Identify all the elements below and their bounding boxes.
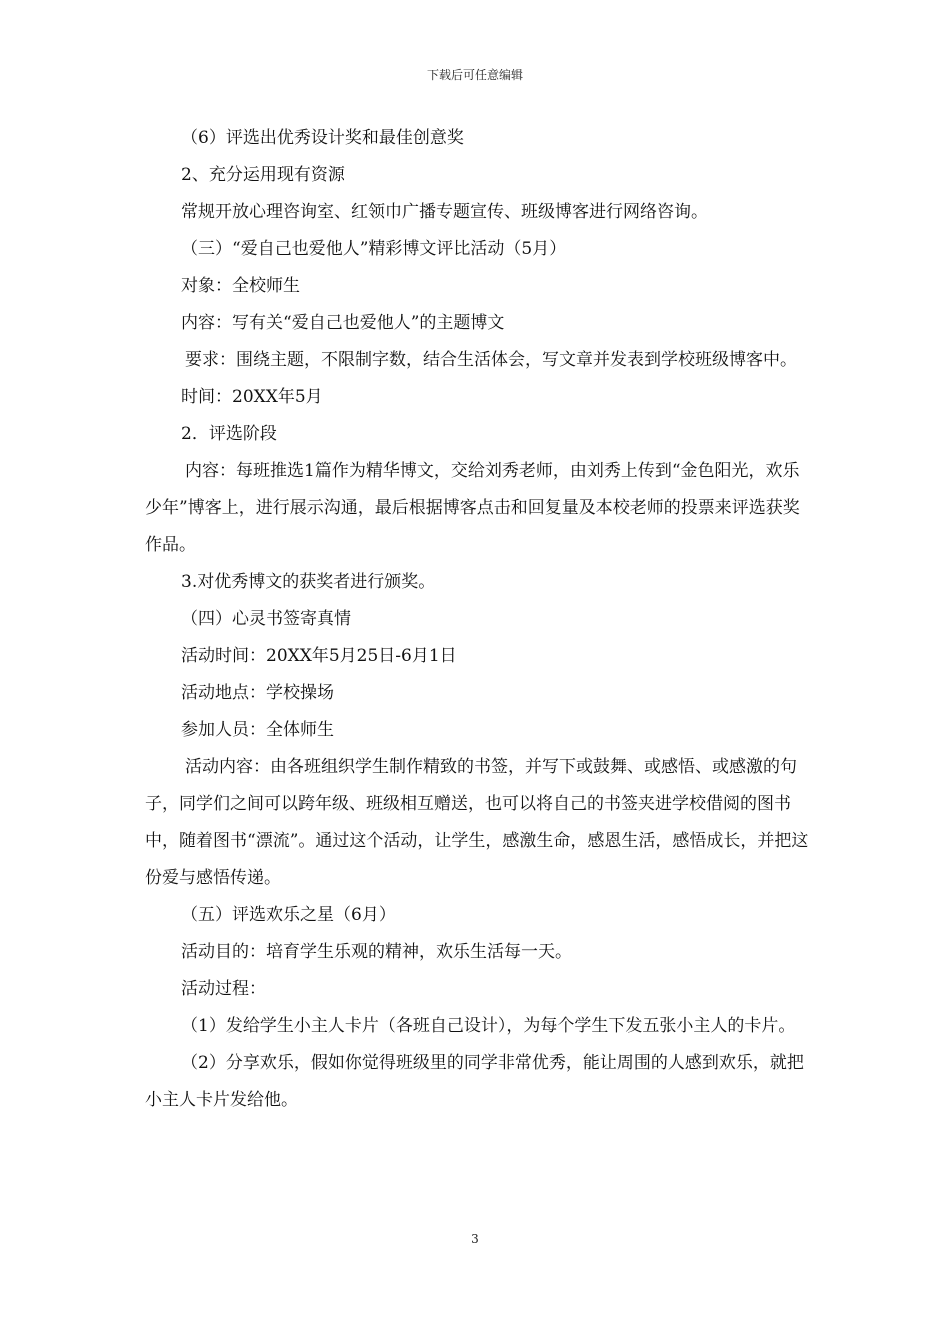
page-number: 3 — [471, 1232, 479, 1246]
paragraph-12: （四）心灵书签寄真情 — [181, 609, 351, 629]
paragraph-18: 活动目的：培育学生乐观的精神，欢乐生活每一天。 — [181, 942, 572, 962]
paragraph-6: 内容：写有关“爱自己也爱他人”的主题博文 — [181, 313, 505, 333]
paragraph-11: 3.对优秀博文的获奖者进行颁奖。 — [181, 572, 436, 592]
paragraph-5: 对象：全校师生 — [181, 276, 300, 296]
paragraph-2: 2、充分运用现有资源 — [181, 165, 345, 185]
paragraph-9: 2．评选阶段 — [181, 424, 277, 444]
paragraph-1: （6）评选出优秀设计奖和最佳创意奖 — [181, 128, 464, 148]
paragraph-17: （五）评选欢乐之星（6月） — [181, 905, 396, 925]
paragraph-16: 活动内容：由各班组织学生制作精致的书签，并写下或鼓舞、或感悟、或感激的句子，同学们之间可以跨年级、班级相互赠送，也可以将自己的书签夹进学校借阅的图书中，随着图书“漂流”。通过这个活动，让学生，感激生命，感恩生活，感悟成长，并把这份爱与感悟传递。 — [145, 757, 809, 888]
paragraph-7: 要求：围绕主题，不限制字数，结合生活体会，写文章并发表到学校班级博客中。 — [185, 350, 797, 370]
paragraph-8: 时间：20XX年5月 — [181, 387, 323, 407]
paragraph-4: （三）“爱自己也爱他人”精彩博文评比活动（5月） — [181, 239, 567, 259]
paragraph-13: 活动时间：20XX年5月25日-6月1日 — [181, 646, 457, 666]
paragraph-20: （1）发给学生小主人卡片（各班自己设计），为每个学生下发五张小主人的卡片。 — [181, 1016, 796, 1036]
paragraph-19: 活动过程： — [181, 979, 266, 999]
paragraph-21: （2）分享欢乐，假如你觉得班级里的同学非常优秀，能让周围的人感到欢乐，就把小主人卡片发给他。 — [145, 1053, 804, 1110]
paragraph-3: 常规开放心理咨询室、红领巾广播专题宣传、班级博客进行网络咨询。 — [181, 202, 708, 222]
paragraph-15: 参加人员：全体师生 — [181, 720, 334, 740]
paragraph-10: 内容：每班推选1篇作为精华博文，交给刘秀老师，由刘秀上传到“金色阳光，欢乐少年”博客上，进行展示沟通，最后根据博客点击和回复量及本校老师的投票来评选获奖作品。 — [145, 461, 800, 555]
paragraph-14: 活动地点：学校操场 — [181, 683, 334, 703]
page-header-note: 下载后可任意编辑 — [426, 68, 523, 82]
document-body — [145, 120, 813, 1119]
